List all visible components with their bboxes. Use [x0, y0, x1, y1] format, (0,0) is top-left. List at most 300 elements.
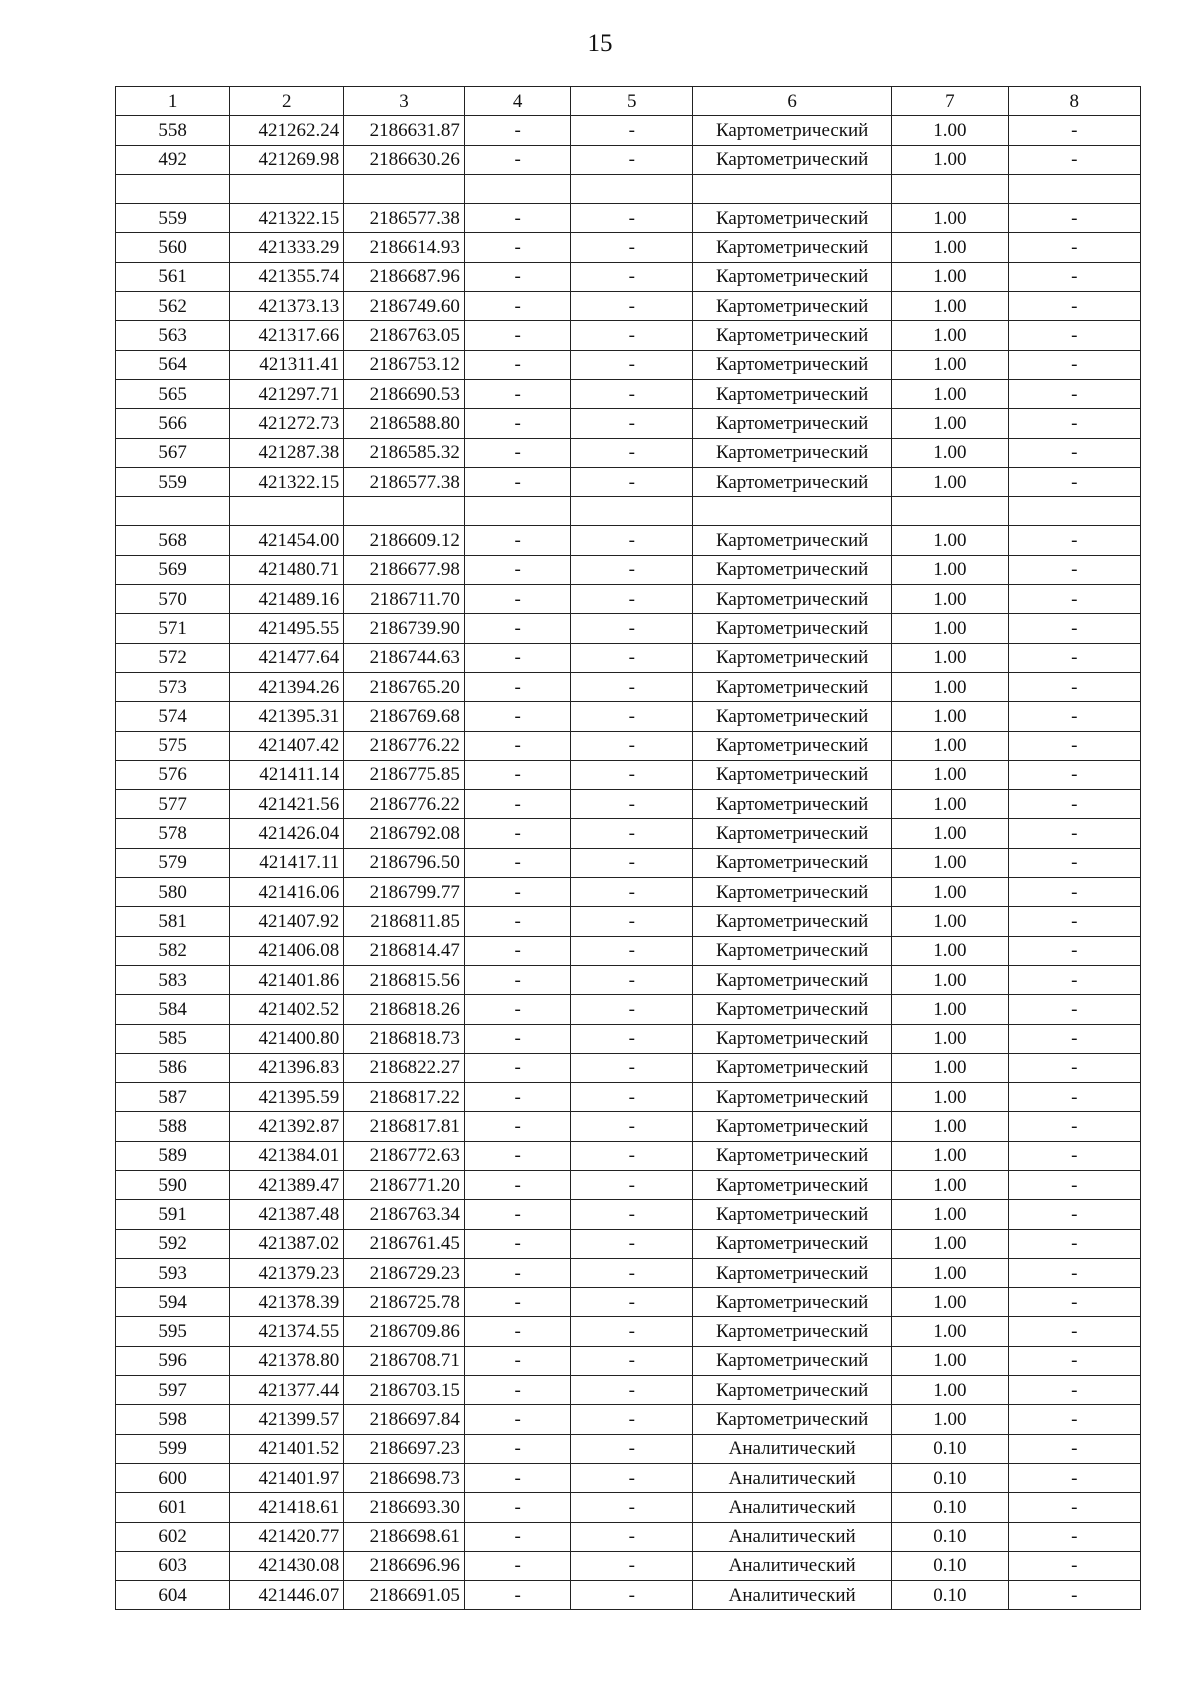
- table-cell: -: [1008, 1522, 1140, 1551]
- table-cell: -: [1008, 526, 1140, 555]
- table-header-row: [116, 87, 1141, 116]
- table-cell: 1.00: [892, 262, 1008, 291]
- table-cell: 2186814.47: [344, 936, 465, 965]
- table-cell: 1.00: [892, 116, 1008, 145]
- table-cell: 2186739.90: [344, 614, 465, 643]
- table-cell: -: [571, 585, 693, 614]
- table-cell: -: [571, 1024, 693, 1053]
- table-cell: 603: [116, 1551, 230, 1580]
- table-cell: -: [464, 379, 571, 408]
- table-cell: 0.10: [892, 1581, 1008, 1610]
- table-cell: Картометрический: [693, 878, 892, 907]
- table-cell: 1.00: [892, 1288, 1008, 1317]
- table-cell: [344, 497, 465, 526]
- table-cell: 421394.26: [230, 672, 344, 701]
- table-cell: -: [1008, 760, 1140, 789]
- table-cell: Картометрический: [693, 1288, 892, 1317]
- table-cell: 2186609.12: [344, 526, 465, 555]
- table-cell: -: [464, 1493, 571, 1522]
- table-cell: -: [1008, 1024, 1140, 1053]
- table-row: [116, 1463, 1141, 1492]
- table-cell: -: [1008, 1083, 1140, 1112]
- table-cell: [571, 174, 693, 203]
- table-cell: -: [464, 760, 571, 789]
- table-cell: 601: [116, 1493, 230, 1522]
- table-cell: 2186818.73: [344, 1024, 465, 1053]
- table-cell: Картометрический: [693, 1170, 892, 1199]
- table-cell: -: [464, 409, 571, 438]
- table-cell: 604: [116, 1581, 230, 1610]
- table-cell: 421392.87: [230, 1112, 344, 1141]
- table-cell: Аналитический: [693, 1493, 892, 1522]
- table-row: [116, 760, 1141, 789]
- table-cell: 563: [116, 321, 230, 350]
- table-cell: -: [464, 790, 571, 819]
- table-cell: -: [1008, 467, 1140, 496]
- table-body: [116, 116, 1141, 1610]
- table-cell: [892, 497, 1008, 526]
- table-cell: -: [1008, 1493, 1140, 1522]
- table-cell: -: [464, 907, 571, 936]
- table-cell: Аналитический: [693, 1522, 892, 1551]
- table-row: [116, 965, 1141, 994]
- table-cell: -: [571, 1170, 693, 1199]
- table-row: [116, 204, 1141, 233]
- table-cell: 421401.97: [230, 1463, 344, 1492]
- table-cell: -: [1008, 672, 1140, 701]
- table-cell: 2186776.22: [344, 790, 465, 819]
- table-cell: 564: [116, 350, 230, 379]
- table-cell: Картометрический: [693, 467, 892, 496]
- table-cell: 2186822.27: [344, 1053, 465, 1082]
- table-cell: -: [1008, 731, 1140, 760]
- table-cell: -: [464, 1581, 571, 1610]
- table-cell: 2186690.53: [344, 379, 465, 408]
- table-cell: 421454.00: [230, 526, 344, 555]
- table-cell: -: [464, 1083, 571, 1112]
- table-cell: 421387.02: [230, 1229, 344, 1258]
- table-cell: 2186799.77: [344, 878, 465, 907]
- table-cell: 2186811.85: [344, 907, 465, 936]
- table-cell: 1.00: [892, 819, 1008, 848]
- table-row: [116, 1258, 1141, 1287]
- table-cell: -: [571, 1405, 693, 1434]
- table-cell: 2186677.98: [344, 555, 465, 584]
- table-cell: -: [464, 321, 571, 350]
- table-cell: -: [571, 1258, 693, 1287]
- table-cell: -: [1008, 1258, 1140, 1287]
- table-cell: -: [464, 1551, 571, 1580]
- table-cell: 581: [116, 907, 230, 936]
- table-cell: -: [464, 1463, 571, 1492]
- table-cell: 585: [116, 1024, 230, 1053]
- table-cell: Картометрический: [693, 1376, 892, 1405]
- table-cell: 421401.86: [230, 965, 344, 994]
- table-cell: -: [1008, 1463, 1140, 1492]
- table-cell: -: [464, 467, 571, 496]
- table-cell: 1.00: [892, 672, 1008, 701]
- table-cell: Аналитический: [693, 1551, 892, 1580]
- table-cell: 0.10: [892, 1463, 1008, 1492]
- table-cell: -: [571, 1053, 693, 1082]
- table-cell: -: [464, 292, 571, 321]
- table-cell: Картометрический: [693, 350, 892, 379]
- table-cell: -: [1008, 819, 1140, 848]
- table-cell: -: [571, 672, 693, 701]
- table-cell: 1.00: [892, 614, 1008, 643]
- table-row: [116, 1141, 1141, 1170]
- table-cell: 2186577.38: [344, 467, 465, 496]
- table-cell: 0.10: [892, 1493, 1008, 1522]
- table-cell: -: [571, 848, 693, 877]
- table-cell: 1.00: [892, 1112, 1008, 1141]
- table-cell: 421446.07: [230, 1581, 344, 1610]
- table-cell: 1.00: [892, 965, 1008, 994]
- table-cell: 599: [116, 1434, 230, 1463]
- table-cell: 1.00: [892, 467, 1008, 496]
- table-cell: 2186792.08: [344, 819, 465, 848]
- table-cell: 0.10: [892, 1522, 1008, 1551]
- table-cell: Картометрический: [693, 116, 892, 145]
- table-cell: -: [571, 438, 693, 467]
- table-cell: Картометрический: [693, 438, 892, 467]
- table-cell: -: [1008, 1317, 1140, 1346]
- table-cell: Картометрический: [693, 262, 892, 291]
- table-cell: [230, 497, 344, 526]
- table-cell: 421379.23: [230, 1258, 344, 1287]
- table-cell: 567: [116, 438, 230, 467]
- table-cell: 421333.29: [230, 233, 344, 262]
- table-cell: 2186725.78: [344, 1288, 465, 1317]
- table-cell: 584: [116, 995, 230, 1024]
- table-row: [116, 409, 1141, 438]
- table-cell: -: [464, 731, 571, 760]
- column-header: 2: [230, 87, 344, 116]
- table-cell: 1.00: [892, 1200, 1008, 1229]
- table-cell: -: [571, 731, 693, 760]
- table-cell: -: [464, 1112, 571, 1141]
- table-cell: 421417.11: [230, 848, 344, 877]
- table-cell: 602: [116, 1522, 230, 1551]
- table-cell: -: [464, 1405, 571, 1434]
- table-cell: 421373.13: [230, 292, 344, 321]
- table-cell: -: [1008, 262, 1140, 291]
- table-cell: -: [1008, 965, 1140, 994]
- table-cell: 2186776.22: [344, 731, 465, 760]
- table-cell: 421401.52: [230, 1434, 344, 1463]
- table-cell: -: [571, 1112, 693, 1141]
- table-cell: 2186761.45: [344, 1229, 465, 1258]
- table-cell: 583: [116, 965, 230, 994]
- table-cell: 1.00: [892, 760, 1008, 789]
- table-cell: [464, 174, 571, 203]
- table-row: [116, 1024, 1141, 1053]
- table-cell: 1.00: [892, 878, 1008, 907]
- table-cell: 2186744.63: [344, 643, 465, 672]
- table-cell: 1.00: [892, 321, 1008, 350]
- table-cell: Картометрический: [693, 1258, 892, 1287]
- table-row: [116, 116, 1141, 145]
- table-cell: 1.00: [892, 204, 1008, 233]
- table-cell: -: [1008, 233, 1140, 262]
- table-cell: 2186749.60: [344, 292, 465, 321]
- table-cell: -: [464, 936, 571, 965]
- table-cell: 1.00: [892, 1083, 1008, 1112]
- table-cell: -: [571, 321, 693, 350]
- table-cell: Картометрический: [693, 760, 892, 789]
- table-cell: -: [464, 204, 571, 233]
- table-cell: [464, 497, 571, 526]
- table-cell: [892, 174, 1008, 203]
- table-cell: 566: [116, 409, 230, 438]
- table-cell: -: [464, 1288, 571, 1317]
- table-row: [116, 321, 1141, 350]
- table-cell: -: [1008, 790, 1140, 819]
- table-cell: 421402.52: [230, 995, 344, 1024]
- table-cell: -: [571, 1463, 693, 1492]
- table-cell: 1.00: [892, 790, 1008, 819]
- table-cell: -: [464, 1376, 571, 1405]
- table-cell: Картометрический: [693, 731, 892, 760]
- table-cell: 572: [116, 643, 230, 672]
- table-cell: 2186775.85: [344, 760, 465, 789]
- table-cell: -: [1008, 1376, 1140, 1405]
- table-cell: -: [464, 1170, 571, 1199]
- table-cell: -: [1008, 1551, 1140, 1580]
- table-cell: Картометрический: [693, 526, 892, 555]
- table-cell: 596: [116, 1346, 230, 1375]
- table-cell: 2186818.26: [344, 995, 465, 1024]
- table-cell: 1.00: [892, 233, 1008, 262]
- table-cell: 421395.31: [230, 702, 344, 731]
- column-header: 3: [344, 87, 465, 116]
- table-cell: -: [1008, 292, 1140, 321]
- table-row: [116, 1200, 1141, 1229]
- table-cell: -: [1008, 1346, 1140, 1375]
- table-cell: 2186769.68: [344, 702, 465, 731]
- table-cell: 421420.77: [230, 1522, 344, 1551]
- table-cell: -: [571, 614, 693, 643]
- table-cell: Картометрический: [693, 702, 892, 731]
- table-cell: -: [464, 526, 571, 555]
- table-cell: -: [1008, 1170, 1140, 1199]
- table-cell: -: [571, 204, 693, 233]
- table-cell: 421406.08: [230, 936, 344, 965]
- table-cell: Картометрический: [693, 907, 892, 936]
- table-cell: Картометрический: [693, 292, 892, 321]
- table-cell: 421387.48: [230, 1200, 344, 1229]
- table-row: [116, 233, 1141, 262]
- table-cell: -: [571, 1551, 693, 1580]
- table-row: [116, 379, 1141, 408]
- table-row: [116, 438, 1141, 467]
- table-cell: -: [464, 1024, 571, 1053]
- table-cell: -: [571, 350, 693, 379]
- table-cell: 1.00: [892, 1170, 1008, 1199]
- table-cell: -: [1008, 1200, 1140, 1229]
- table-cell: 565: [116, 379, 230, 408]
- table-row: [116, 292, 1141, 321]
- table-cell: -: [1008, 1141, 1140, 1170]
- table-cell: Картометрический: [693, 995, 892, 1024]
- table-row: [116, 1405, 1141, 1434]
- table-cell: 421495.55: [230, 614, 344, 643]
- table-cell: 2186817.22: [344, 1083, 465, 1112]
- table-row: [116, 878, 1141, 907]
- table-cell: Картометрический: [693, 409, 892, 438]
- table-cell: -: [1008, 907, 1140, 936]
- table-cell: -: [1008, 321, 1140, 350]
- table-cell: -: [571, 467, 693, 496]
- table-cell: 421407.42: [230, 731, 344, 760]
- table-row: [116, 1346, 1141, 1375]
- table-cell: -: [571, 1493, 693, 1522]
- table-cell: -: [571, 790, 693, 819]
- coordinates-table: [115, 86, 1141, 1610]
- table-cell: 1.00: [892, 1229, 1008, 1258]
- table-cell: [693, 497, 892, 526]
- table-cell: -: [571, 379, 693, 408]
- table-cell: 587: [116, 1083, 230, 1112]
- table-cell: -: [1008, 379, 1140, 408]
- table-cell: 2186693.30: [344, 1493, 465, 1522]
- table-row: [116, 702, 1141, 731]
- table-cell: 421378.39: [230, 1288, 344, 1317]
- table-cell: -: [1008, 702, 1140, 731]
- table-cell: Картометрический: [693, 379, 892, 408]
- table-cell: 1.00: [892, 995, 1008, 1024]
- table-cell: 1.00: [892, 936, 1008, 965]
- table-cell: Картометрический: [693, 819, 892, 848]
- table-cell: 2186630.26: [344, 145, 465, 174]
- table-cell: 588: [116, 1112, 230, 1141]
- column-header: 8: [1008, 87, 1140, 116]
- table-cell: 1.00: [892, 1317, 1008, 1346]
- table-cell: 558: [116, 116, 230, 145]
- table-row: [116, 1288, 1141, 1317]
- table-cell: 569: [116, 555, 230, 584]
- table-cell: 421411.14: [230, 760, 344, 789]
- table-cell: -: [571, 1346, 693, 1375]
- table-cell: -: [464, 995, 571, 1024]
- table-cell: Аналитический: [693, 1434, 892, 1463]
- table-cell: -: [1008, 1112, 1140, 1141]
- table-cell: -: [571, 555, 693, 584]
- table-cell: 421384.01: [230, 1141, 344, 1170]
- table-cell: 2186817.81: [344, 1112, 465, 1141]
- table-cell: [1008, 497, 1140, 526]
- table-cell: Картометрический: [693, 965, 892, 994]
- table-cell: 1.00: [892, 1376, 1008, 1405]
- table-row: [116, 497, 1141, 526]
- table-row: [116, 672, 1141, 701]
- table-cell: 559: [116, 204, 230, 233]
- table-cell: -: [464, 585, 571, 614]
- table-cell: -: [1008, 204, 1140, 233]
- table-cell: -: [1008, 1581, 1140, 1610]
- table-cell: 560: [116, 233, 230, 262]
- table-cell: 600: [116, 1463, 230, 1492]
- table-cell: 421430.08: [230, 1551, 344, 1580]
- table-cell: -: [1008, 409, 1140, 438]
- table-cell: 1.00: [892, 585, 1008, 614]
- table-cell: 595: [116, 1317, 230, 1346]
- table-cell: 574: [116, 702, 230, 731]
- table-cell: 421287.38: [230, 438, 344, 467]
- table-cell: 2186703.15: [344, 1376, 465, 1405]
- table-cell: 421389.47: [230, 1170, 344, 1199]
- table-cell: -: [464, 1258, 571, 1287]
- table-cell: 421421.56: [230, 790, 344, 819]
- table-cell: -: [464, 848, 571, 877]
- table-cell: -: [571, 1317, 693, 1346]
- table-row: [116, 848, 1141, 877]
- table-cell: 573: [116, 672, 230, 701]
- table-cell: 590: [116, 1170, 230, 1199]
- table-row: [116, 731, 1141, 760]
- table-cell: 1.00: [892, 1053, 1008, 1082]
- table-cell: 421426.04: [230, 819, 344, 848]
- table-cell: 421399.57: [230, 1405, 344, 1434]
- table-cell: 1.00: [892, 292, 1008, 321]
- table-cell: -: [464, 1200, 571, 1229]
- table-cell: -: [1008, 585, 1140, 614]
- table-cell: -: [1008, 936, 1140, 965]
- table-cell: 575: [116, 731, 230, 760]
- table-cell: -: [464, 672, 571, 701]
- table-cell: 568: [116, 526, 230, 555]
- table-cell: 2186709.86: [344, 1317, 465, 1346]
- table-cell: 2186691.05: [344, 1581, 465, 1610]
- table-row: [116, 467, 1141, 496]
- table-cell: -: [1008, 848, 1140, 877]
- table-cell: -: [571, 116, 693, 145]
- table-cell: 1.00: [892, 350, 1008, 379]
- table-cell: Картометрический: [693, 321, 892, 350]
- column-header: 5: [571, 87, 693, 116]
- table-cell: 421400.80: [230, 1024, 344, 1053]
- table-cell: 2186585.32: [344, 438, 465, 467]
- table-cell: 2186765.20: [344, 672, 465, 701]
- table-row: [116, 1551, 1141, 1580]
- table-cell: 1.00: [892, 1024, 1008, 1053]
- table-cell: -: [1008, 145, 1140, 174]
- table-cell: -: [464, 878, 571, 907]
- table-cell: -: [571, 995, 693, 1024]
- table-cell: 1.00: [892, 907, 1008, 936]
- table-cell: 421269.98: [230, 145, 344, 174]
- table-cell: -: [571, 262, 693, 291]
- table-cell: 2186687.96: [344, 262, 465, 291]
- table-cell: 1.00: [892, 409, 1008, 438]
- table-cell: -: [1008, 1229, 1140, 1258]
- table-cell: [571, 497, 693, 526]
- table-cell: 1.00: [892, 643, 1008, 672]
- table-cell: -: [464, 1434, 571, 1463]
- table-cell: 2186711.70: [344, 585, 465, 614]
- table-cell: -: [571, 292, 693, 321]
- table-cell: 2186696.96: [344, 1551, 465, 1580]
- table-cell: -: [464, 233, 571, 262]
- table-cell: 570: [116, 585, 230, 614]
- table-cell: 598: [116, 1405, 230, 1434]
- table-cell: [1008, 174, 1140, 203]
- table-row: [116, 1053, 1141, 1082]
- table-cell: [116, 497, 230, 526]
- table-row: [116, 350, 1141, 379]
- table-row: [116, 145, 1141, 174]
- table-cell: -: [464, 643, 571, 672]
